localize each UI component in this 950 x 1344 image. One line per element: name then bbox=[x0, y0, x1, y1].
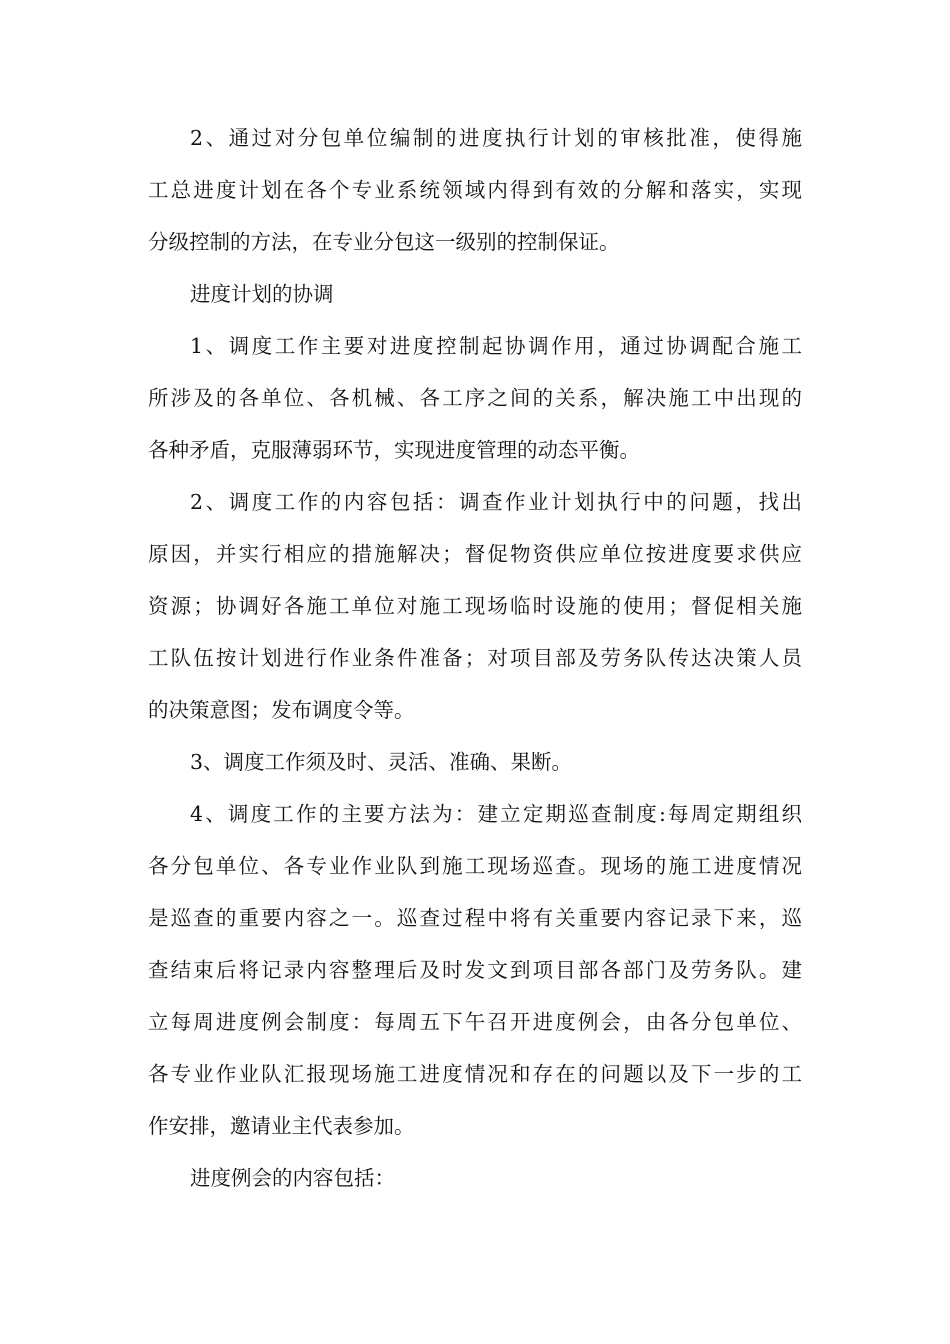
paragraph-6-line-5: 立每周进度例会制度：每周五下午召开进度例会，由各分包单位、 bbox=[148, 1010, 802, 1034]
paragraph-4-line-4: 工队伍按计划进行作业条件准备；对项目部及劳务队传达决策人员 bbox=[148, 646, 802, 670]
paragraph-6-line-1: 4、调度工作的主要方法为：建立定期巡查制度:每周定期组织 bbox=[190, 802, 802, 826]
paragraph-6-line-3: 是巡查的重要内容之一。巡查过程中将有关重要内容记录下来，巡 bbox=[148, 906, 802, 930]
paragraph-1-line-1: 2、通过对分包单位编制的进度执行计划的审核批准，使得施 bbox=[190, 126, 802, 150]
paragraph-6-line-7: 作安排，邀请业主代表参加。 bbox=[148, 1114, 415, 1138]
section-heading-progress-meeting: 进度例会的内容包括： bbox=[190, 1166, 395, 1190]
paragraph-6-line-6: 各专业作业队汇报现场施工进度情况和存在的问题以及下一步的工 bbox=[148, 1062, 802, 1086]
paragraph-1-line-3: 分级控制的方法，在专业分包这一级别的控制保证。 bbox=[148, 230, 620, 254]
section-heading-schedule-coordination: 进度计划的协调 bbox=[190, 282, 334, 306]
paragraph-4-line-3: 资源；协调好各施工单位对施工现场临时设施的使用；督促相关施 bbox=[148, 594, 802, 618]
paragraph-3-line-2: 所涉及的各单位、各机械、各工序之间的关系，解决施工中出现的 bbox=[148, 386, 802, 410]
paragraph-1-line-2: 工总进度计划在各个专业系统领域内得到有效的分解和落实，实现 bbox=[148, 178, 802, 202]
paragraph-6-line-4: 查结束后将记录内容整理后及时发文到项目部各部门及劳务队。建 bbox=[148, 958, 802, 982]
document-body bbox=[148, 112, 802, 1204]
paragraph-3-line-1: 1、调度工作主要对进度控制起协调作用，通过协调配合施工 bbox=[190, 334, 802, 358]
paragraph-4-line-5: 的决策意图；发布调度令等。 bbox=[148, 698, 415, 722]
paragraph-3-line-3: 各种矛盾，克服薄弱环节，实现进度管理的动态平衡。 bbox=[148, 438, 640, 462]
paragraph-4-line-1: 2、调度工作的内容包括：调查作业计划执行中的问题，找出 bbox=[190, 490, 802, 514]
paragraph-4-line-2: 原因，并实行相应的措施解决；督促物资供应单位按进度要求供应 bbox=[148, 542, 802, 566]
paragraph-5-line-1: 3、调度工作须及时、灵活、准确、果断。 bbox=[190, 750, 573, 774]
paragraph-6-line-2: 各分包单位、各专业作业队到施工现场巡查。现场的施工进度情况 bbox=[148, 854, 802, 878]
